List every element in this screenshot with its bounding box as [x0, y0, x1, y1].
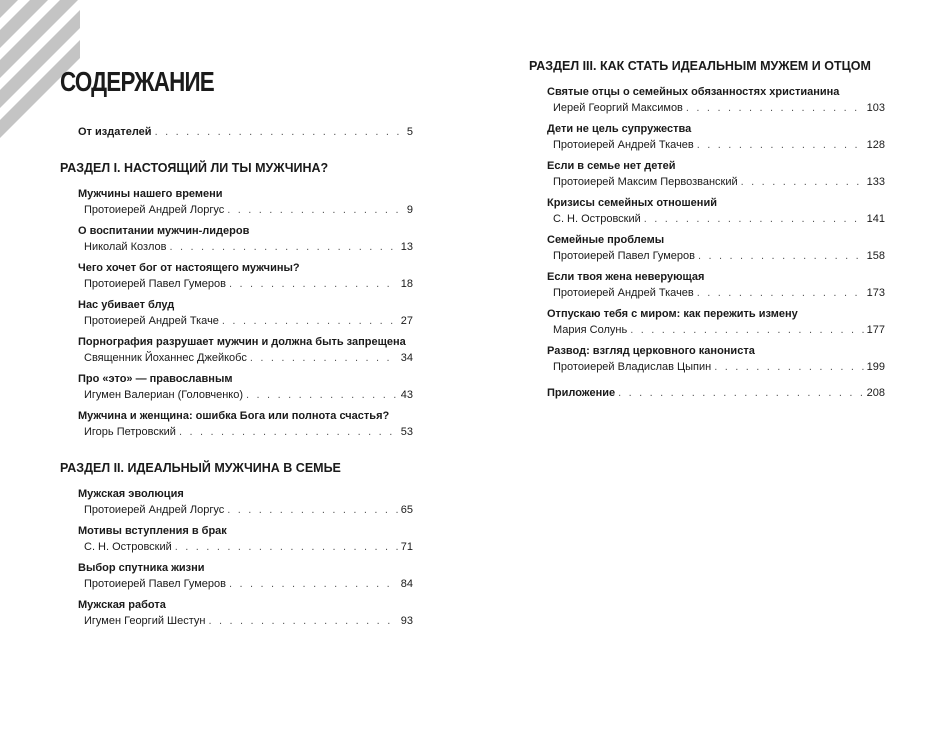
dot-leader: [644, 211, 864, 227]
entry-page: 158: [866, 250, 885, 262]
section-heading: РАЗДЕЛ III. КАК СТАТЬ ИДЕАЛЬНЫМ МУЖЕМ И ОТЦОМ: [529, 59, 871, 73]
entry-title: Кризисы семейных отношений: [547, 197, 717, 209]
entry-author: Протоиерей Андрей Ткачев: [553, 287, 694, 299]
section-heading: РАЗДЕЛ II. ИДЕАЛЬНЫЙ МУЖЧИНА В СЕМЬЕ: [60, 461, 341, 475]
entry-author: Мария Солунь: [553, 324, 628, 336]
entry-author: Протоиерей Павел Гумеров: [84, 278, 226, 290]
entry-title: О воспитании мужчин-лидеров: [78, 225, 250, 237]
entry-page: 71: [400, 541, 413, 553]
entry-author: Священник Йоханнес Джейкобс: [84, 352, 247, 364]
section-entries: [60, 186, 413, 440]
entry-author: Протоиерей Максим Первозванский: [553, 176, 738, 188]
entry-title: Если в семье нет детей: [547, 160, 676, 172]
dot-leader: [229, 576, 398, 592]
entry-page: 177: [866, 324, 885, 336]
toc-appendix-entry[interactable]: [529, 385, 885, 401]
dot-leader: [697, 137, 864, 153]
entry-author: Протоиерей Андрей Лоргус: [84, 204, 225, 216]
entry-author: Игорь Петровский: [84, 426, 176, 438]
dot-leader: [697, 285, 864, 301]
dot-leader: [227, 202, 404, 218]
entry-page: 199: [866, 361, 885, 373]
section-heading: РАЗДЕЛ I. НАСТОЯЩИЙ ЛИ ТЫ МУЖЧИНА?: [60, 161, 329, 175]
toc-entry[interactable]: [547, 84, 885, 116]
entry-author: Протоиерей Павел Гумеров: [84, 578, 226, 590]
dot-leader: [229, 276, 398, 292]
toc-section-2: [60, 460, 413, 629]
toc-entry[interactable]: [78, 486, 413, 518]
page-title: СОДЕРЖАНИЕ: [60, 66, 214, 97]
entry-author: Протоиерей Андрей Ткаче: [84, 315, 219, 327]
entry-page: 93: [400, 615, 413, 627]
entry-title: Порнография разрушает мужчин и должна быть запрещена: [78, 336, 406, 348]
toc-entry[interactable]: [78, 560, 413, 592]
dot-leader: [246, 387, 398, 403]
dot-leader: [169, 239, 397, 255]
toc-entry[interactable]: [547, 158, 885, 190]
toc-appendix-title: Приложение: [547, 387, 616, 399]
entry-title: Мужчины нашего времени: [78, 188, 223, 200]
dot-leader: [714, 359, 863, 375]
entry-title: Семейные проблемы: [547, 234, 665, 246]
entry-page: 34: [400, 352, 413, 364]
entry-title: Нас убивает блуд: [78, 299, 175, 311]
toc-entry[interactable]: [78, 223, 413, 255]
entry-title: Дети не цель супружества: [547, 123, 692, 135]
entry-author: Иерей Георгий Максимов: [553, 102, 683, 114]
entry-title: Отпускаю тебя с миром: как пережить измену: [547, 308, 798, 320]
entry-title: Мотивы вступления в брак: [78, 525, 227, 537]
toc-entry[interactable]: [78, 597, 413, 629]
section-entries: [60, 486, 413, 629]
toc-entry[interactable]: [78, 523, 413, 555]
entry-author: Игумен Валериан (Головченко): [84, 389, 244, 401]
toc-intro-title: От издателей: [78, 126, 152, 138]
toc-section-3: [529, 58, 885, 375]
entry-author: Протоиерей Андрей Лоргус: [84, 504, 225, 516]
toc-section-1: [60, 160, 413, 440]
toc-entry[interactable]: [547, 306, 885, 338]
dot-leader: [179, 424, 398, 440]
entry-page: 18: [400, 278, 413, 290]
entry-author: Протоиерей Владислав Цыпин: [553, 361, 712, 373]
entry-author: Протоиерей Андрей Ткачев: [553, 139, 694, 151]
toc-entry[interactable]: [547, 343, 885, 375]
dot-leader: [175, 539, 398, 555]
toc-entry[interactable]: [78, 297, 413, 329]
entry-page: 103: [866, 102, 885, 114]
toc-entry[interactable]: [547, 232, 885, 264]
dot-leader: [698, 248, 864, 264]
entry-page: 43: [400, 389, 413, 401]
entry-page: 84: [400, 578, 413, 590]
toc-appendix-page: 208: [866, 387, 885, 399]
entry-page: 53: [400, 426, 413, 438]
toc-entry[interactable]: [547, 269, 885, 301]
entry-page: 9: [406, 204, 413, 216]
entry-title: Про «это» — православным: [78, 373, 233, 385]
toc-intro-page: 5: [406, 126, 413, 138]
dot-leader: [222, 313, 398, 329]
dot-leader: [227, 502, 398, 518]
section-entries: [529, 84, 885, 375]
toc-entry[interactable]: [78, 371, 413, 403]
toc-left-column: [60, 124, 413, 634]
entry-author: Игумен Георгий Шестун: [84, 615, 206, 627]
entry-page: 141: [866, 213, 885, 225]
entry-page: 13: [400, 241, 413, 253]
entry-title: Мужская работа: [78, 599, 166, 611]
entry-author: Протоиерей Павел Гумеров: [553, 250, 695, 262]
entry-author: С. Н. Островский: [84, 541, 172, 553]
entry-page: 128: [866, 139, 885, 151]
toc-entry[interactable]: [78, 260, 413, 292]
dot-leader: [208, 613, 397, 629]
toc-entry[interactable]: [547, 195, 885, 227]
dot-leader: [686, 100, 864, 116]
toc-entry[interactable]: [547, 121, 885, 153]
entry-page: 65: [400, 504, 413, 516]
dot-leader: [741, 174, 864, 190]
toc-right-column: [529, 58, 885, 401]
entry-title: Мужская эволюция: [78, 488, 184, 500]
entry-title: Святые отцы о семейных обязанностях христианина: [547, 86, 840, 98]
dot-leader: [618, 385, 864, 401]
toc-entry[interactable]: [78, 408, 413, 440]
entry-author: С. Н. Островский: [553, 213, 641, 225]
entry-author: Николай Козлов: [84, 241, 167, 253]
toc-entry[interactable]: [78, 334, 413, 366]
dot-leader: [155, 124, 404, 140]
dot-leader: [250, 350, 398, 366]
entry-page: 173: [866, 287, 885, 299]
entry-title: Развод: взгляд церковного канониста: [547, 345, 755, 357]
entry-title: Мужчина и женщина: ошибка Бога или полнота счастья?: [78, 410, 390, 422]
entry-page: 27: [400, 315, 413, 327]
entry-title: Выбор спутника жизни: [78, 562, 205, 574]
toc-entry[interactable]: [78, 186, 413, 218]
dot-leader: [630, 322, 863, 338]
entry-title: Чего хочет бог от настоящего мужчины?: [78, 262, 300, 274]
entry-page: 133: [866, 176, 885, 188]
entry-title: Если твоя жена неверующая: [547, 271, 705, 283]
toc-intro-entry[interactable]: [60, 124, 413, 140]
